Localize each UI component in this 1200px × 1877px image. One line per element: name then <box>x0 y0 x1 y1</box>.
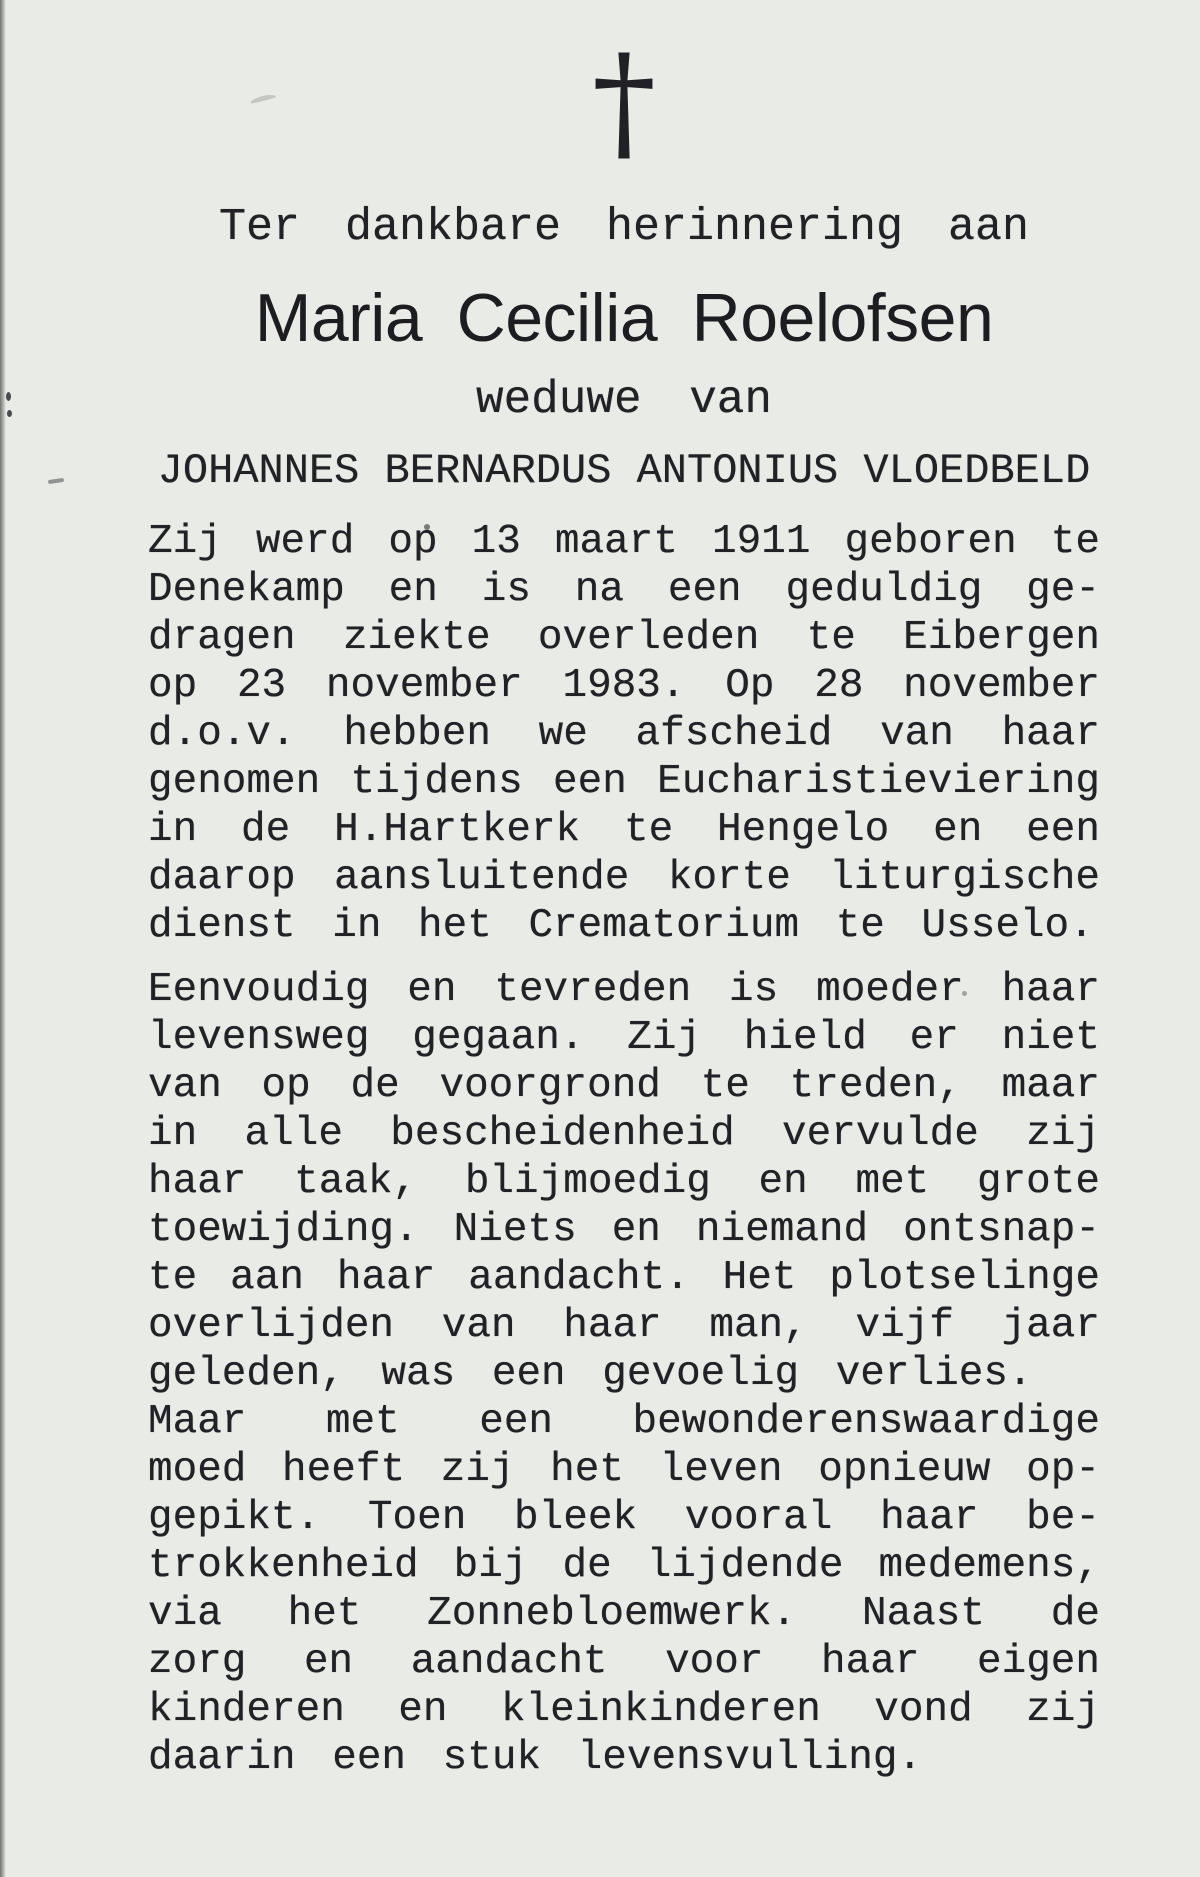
text-line: haar taak, blijmoedig en met grote <box>148 1159 1100 1205</box>
text-line: d.o.v. hebben we afscheid van haar <box>148 711 1100 757</box>
text-line: daarop aansluitende korte liturgische <box>148 855 1100 901</box>
obituary-paragraph-1 <box>148 518 1100 950</box>
text-line: Eenvoudig en tevreden is moeder haar <box>148 967 1100 1013</box>
text-line: toewijding. Niets en niemand ontsnap- <box>148 1207 1100 1253</box>
text-line: in alle bescheidenheid vervulde zij <box>148 1111 1100 1157</box>
text-line: dragen ziekte overleden te Eibergen <box>148 615 1100 661</box>
relation-line: weduwe van <box>475 374 773 426</box>
text-line: moed heeft zij het leven opnieuw op- <box>148 1447 1100 1493</box>
text-line: Denekamp en is na een geduldig ge- <box>148 567 1100 613</box>
text-line: levensweg gegaan. Zij hield er niet <box>148 1015 1100 1061</box>
deceased-name: Maria Cecilia Roelofsen <box>254 280 994 356</box>
husband-name: JOHANNES BERNARDUS ANTONIUS VLOEDBELD <box>157 447 1091 495</box>
text-line: geleden, was een gevoelig verlies. <box>148 1351 1033 1397</box>
text-line: gepikt. Toen bleek vooral haar be- <box>148 1495 1100 1541</box>
text-line: trokkenheid bij de lijdende medemens, <box>148 1543 1100 1589</box>
text-line: via het Zonnebloemwerk. Naast de <box>148 1591 1100 1637</box>
text-line: van op de voorgrond te treden, maar <box>148 1063 1100 1109</box>
intro-line: Ter dankbare herinnering aan <box>218 202 1030 253</box>
text-line: te aan haar aandacht. Het plotselinge <box>148 1255 1100 1301</box>
text-line: Maar met een bewonderenswaardige <box>148 1399 1100 1445</box>
text-line: dienst in het Crematorium te Usselo. <box>148 903 1094 949</box>
cross-icon: † <box>592 28 656 177</box>
text-line: op 23 november 1983. Op 28 november <box>148 663 1100 709</box>
text-line: Zij werd op 13 maart 1911 geboren te <box>148 519 1100 565</box>
text-line: daarin een stuk levensvulling. <box>148 1735 923 1781</box>
text-line: genomen tijdens een Eucharistieviering <box>148 759 1100 805</box>
obituary-paragraph-2 <box>148 966 1100 1782</box>
text-line: overlijden van haar man, vijf jaar <box>148 1303 1100 1349</box>
text-line: in de H.Hartkerk te Hengelo en een <box>148 807 1100 853</box>
text-line: kinderen en kleinkinderen vond zij <box>148 1687 1100 1733</box>
text-line: zorg en aandacht voor haar eigen <box>148 1639 1100 1685</box>
card-content <box>0 28 1200 1782</box>
